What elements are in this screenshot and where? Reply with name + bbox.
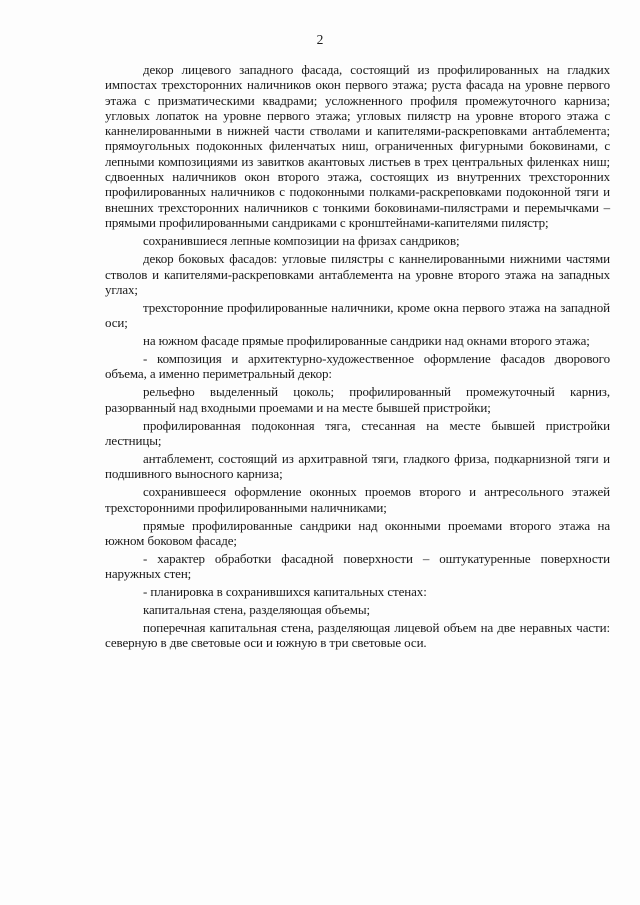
- paragraph-south-facade-sandriks: на южном фасаде прямые профилированные сандрики над окнами второго этажа;: [143, 333, 590, 349]
- paragraph-main-facade-decor: декор лицевого западного фасада, состоящий из профилированных на гладких импостах трехсторонних наличников окон первого этажа; руста фасада на уровне первого этажа с призматическими квадрами; усложненного профиля промежуточного карниза; угловых лопаток на уровне первого этажа; угловых пилястр на уровне второго этажа с каннелированными в нижней части стволами и капителями-раскреповками антаблемента; прямоугольных подоконных филенчатых ниш, ограниченных фигурными боковинами, с лепными композициями из завитков акантовых листьев в трех центральных филенках ниш; сдвоенных наличников окон второго этажа, состоящих из внутренних трехсторонних профилированных наличников с подоконными полками-раскреповками подоконной тяги и внешних трехсторонних наличников с тонкими боковинами-пилястрами и перемычками – прямыми профилированными сандриками с кронштейнами-капителями пилястр;: [105, 62, 610, 230]
- page-number: 2: [316, 32, 324, 47]
- paragraph-layout-heading: - планировка в сохранившихся капитальных стенах:: [143, 584, 427, 600]
- paragraph-transverse-wall: поперечная капитальная стена, разделяющая лицевой объем на две неравных части: северную в две световые оси и южную в три световые оси.: [105, 620, 610, 651]
- paragraph-sill-band: профилированная подоконная тяга, стесанная на месте бывшей пристройки лестницы;: [105, 417, 610, 448]
- paragraph-facade-finish: - характер обработки фасадной поверхности – оштукатуренные поверхности наружных стен;: [105, 550, 610, 582]
- document-body: [105, 62, 610, 653]
- paragraph-plinth-cornice: рельефно выделенный цоколь; профилированный промежуточный карниз, разорванный над входными проемами и на месте бывшей пристройки;: [105, 384, 610, 415]
- paragraph-bearing-wall: капитальная стена, разделяющая объемы;: [143, 602, 370, 618]
- paragraph-window-architraves: сохранившееся оформление оконных проемов второго и антресольного этажей трехсторонними профилированными наличниками;: [105, 484, 610, 515]
- paragraph-south-side-sandriks: прямые профилированные сандрики над оконными проемами второго этажа на южном боковом фасаде;: [105, 517, 610, 548]
- paragraph-entablature: антаблемент, состоящий из архитравной тяги, гладкого фриза, подкарнизной тяги и подшивного выносного карниза;: [105, 450, 610, 482]
- paragraph-courtyard-composition: - композиция и архитектурно-художественное оформление фасадов дворового объема, а именно периметральный декор:: [105, 351, 610, 382]
- paragraph-side-facades-decor: декор боковых фасадов: угловые пилястры с каннелированными нижними частями стволов и капителями-раскреповками антаблемента на уровне второго этажа на западных углах;: [105, 251, 610, 297]
- paragraph-three-sided-architraves: трехсторонние профилированные наличники, кроме окна первого этажа на западной оси;: [105, 299, 610, 331]
- paragraph-frieze-compositions: сохранившиеся лепные композиции на фризах сандриков;: [143, 233, 460, 249]
